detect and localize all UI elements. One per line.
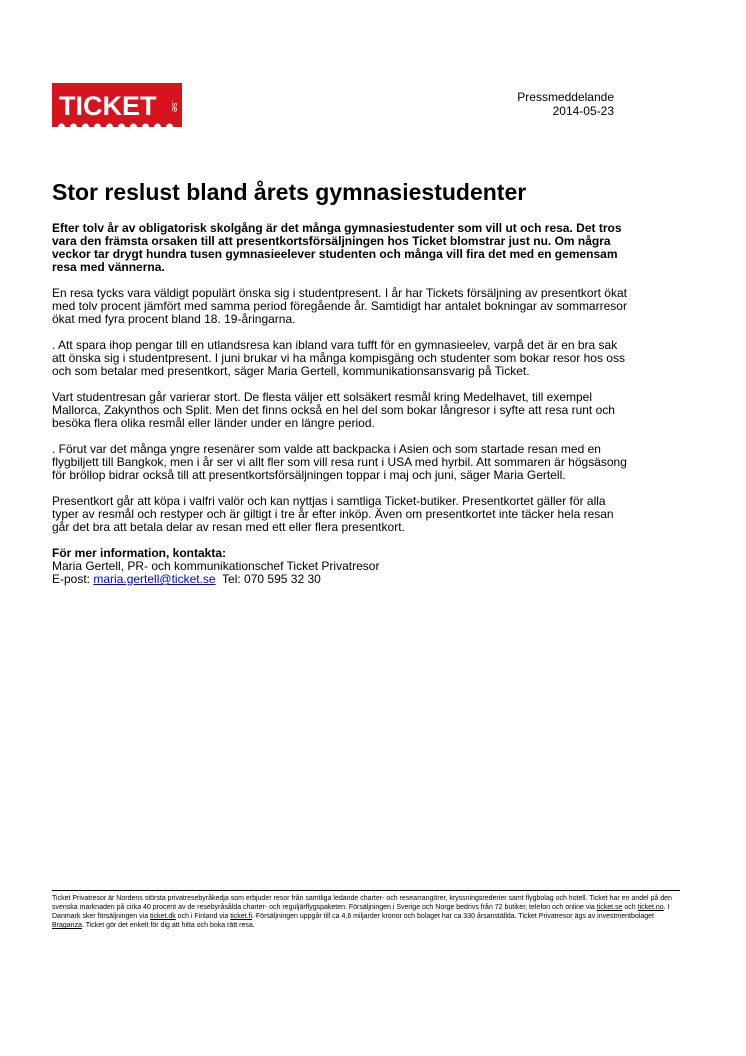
body-paragraph: En resa tycks vara väldigt populärt önska sig i studentpresent. I år har Tickets försäljning av presentkort ökat med tolv procent jämfört med samma period föregående år. Samtidigt har antalet bokningar av sommarresor ökat med fyra procent bland 18. 19-åringarna.: [52, 286, 627, 326]
email-label: E-post:: [52, 572, 94, 586]
press-date: 2014-05-23: [552, 104, 614, 118]
body-paragraph: . Att spara ihop pengar till en utlandsresa kan ibland vara tufft för en gymnasieelev, varpå det är en bra sak att önska sig i studentpresent. I juni brukar vi ha många kompisgäng och studenter som bokar resor hos oss och som betalar med presentkort, säger Maria Gertell, kommunikationsansvarig på Ticket.: [52, 338, 625, 378]
footer-link-braganza[interactable]: Braganza: [52, 922, 82, 929]
press-label: Pressmeddelande: [517, 90, 614, 104]
lead-paragraph: Efter tolv år av obligatorisk skolgång är det många gymnasiestudenter som vill ut och resa. Det tros vara den främsta orsaken till att presentkortsförsäljningen hos Ticket blomstrar just nu. Om några veckor tar drygt hundra tusen gymnasieelever studenten och många vill fira det med en gemensam resa med vännerna.: [52, 221, 622, 274]
phone-text: Tel: 070 595 32 30: [215, 572, 321, 586]
contact-block: [52, 547, 632, 586]
contact-line: [52, 573, 632, 586]
contact-heading: För mer information, kontakta:: [52, 546, 227, 560]
article-body: [52, 222, 632, 586]
footer-divider: [52, 890, 680, 891]
body-paragraph: Presentkort går att köpa i valfri valör och kan nyttjas i samtliga Ticket-butiker. Presentkortet gäller för alla typer av resmål och restyper och är giltigt i tre år efter inköp. Även om presentkortet inte täcker hela resan går det bra att betala delar av resan med ett eller flera presentkort.: [52, 494, 614, 534]
page-title: Stor reslust bland årets gymnasiestudenter: [52, 179, 527, 205]
footer-segment: . I Danmark sker försäljningen via: [52, 904, 670, 920]
press-header: [517, 90, 614, 118]
email-link[interactable]: maria.gertell@ticket.se: [93, 572, 216, 586]
footer-segment: . Försäljningen uppgår till ca 4,6 miljarder kronor och bolaget har ca 330 årsanställda. Ticket Privatresor ägs av investmentbolaget: [252, 913, 654, 920]
footer-link-ticket-dk[interactable]: ticket.dk: [150, 913, 176, 920]
footer-segment: . Ticket gör det enkelt för dig att hitta och boka rätt resa.: [81, 922, 255, 929]
footer-segment: och: [622, 904, 638, 911]
footer-link-ticket-fi[interactable]: ticket.fi: [230, 913, 253, 920]
logo-text: TICKET: [59, 91, 157, 121]
footer-segment: Ticket Privatresor är Nordens största privatresebyråkedja som erbjuder resor från samtliga ledande charter- och researrangörer, kryssningsrederier samt flygbolag och hotell. Ticket har en andel på den svenska marknaden på cirka 40 procent av de resebyråsålda charter- och reguljärflygspaketen. Försäljningen i Sverige och Norge bedrivs från 72 butiker, telefon och online via: [52, 895, 672, 911]
footer-link-ticket-no[interactable]: ticket.no: [637, 904, 664, 911]
contact-person: Maria Gertell, PR- och kommunikationschef Ticket Privatresor: [52, 559, 380, 573]
footer-segment: och i Finland via: [175, 913, 231, 920]
body-paragraph: Vart studentresan går varierar stort. De flesta väljer ett solsäkert resmål kring Medelhavet, till exempel Mallorca, Zakynthos och Split. Men det finns också en hel del som bokar långresor i syfte att resa runt och besöka flera olika resmål eller länder under en längre period.: [52, 390, 615, 430]
body-paragraph: . Förut var det många yngre resenärer som valde att backpacka i Asien och som startade resan med en flygbiljett till Bangkok, men i år ser vi allt fler som vill resa runt i USA med hyrbil. Att sommaren är högsäsong för bröllop bidrar också till att presentkortsförsäljningen toppar i maj och juni, säger Maria Gertell.: [52, 442, 627, 482]
logo-suffix: .se: [170, 100, 180, 113]
footer-link-ticket-se[interactable]: ticket.se: [596, 904, 623, 911]
ticket-logo: [52, 83, 182, 131]
footer-text: [52, 894, 680, 930]
